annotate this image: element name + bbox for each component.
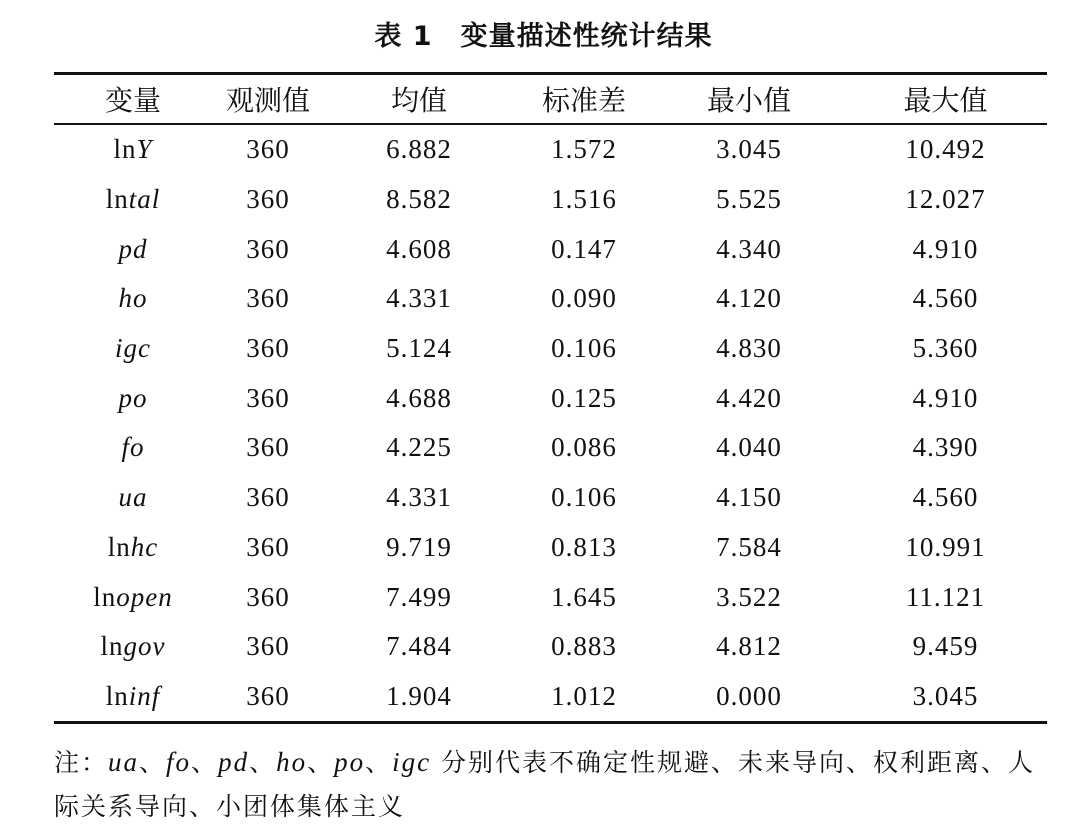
cell-max: 4.910 [912,233,979,264]
table-row [54,175,1047,225]
note-variable: pd [218,747,250,777]
note-variable: fo [166,747,192,777]
variable-prefix: ln [105,680,129,711]
cell-variable [54,523,212,573]
variable-name: Y [136,134,153,165]
cell-std-dev: 0.090 [551,283,617,314]
cell-observations: 360 [246,432,290,463]
note-separator: 、 [365,748,393,777]
variable-prefix: ln [100,631,124,662]
cell-min: 5.525 [716,184,782,215]
note-variable: ho [276,747,308,777]
cell-min: 4.340 [716,233,782,264]
note-separator: 、 [307,748,335,777]
cell-max: 4.560 [912,482,979,513]
cell-std-dev: 0.106 [551,482,617,513]
note-separator: 、 [139,748,167,777]
cell-std-dev: 0.883 [551,631,617,662]
cell-max: 11.121 [905,581,986,612]
cell-min: 4.830 [716,333,782,364]
cell-std-dev: 0.813 [551,531,617,562]
table-note [54,740,1049,829]
cell-mean: 9.719 [386,531,452,562]
cell-mean: 6.882 [386,134,452,165]
cell-variable [54,274,212,324]
cell-variable [54,124,212,175]
cell-mean: 4.225 [386,432,452,463]
cell-std-dev: 0.106 [551,333,617,364]
cell-observations: 360 [246,631,290,662]
variable-name: fo [121,432,145,463]
variable-prefix: ln [105,184,129,215]
cell-min: 7.584 [716,531,782,562]
variable-name: gov [123,631,166,662]
descriptive-statistics-table [54,72,1047,724]
note-lead: 注： [54,748,109,777]
cell-std-dev: 1.645 [551,581,617,612]
cell-min: 4.420 [716,382,782,413]
variable-name: ua [118,482,148,513]
cell-observations: 360 [246,581,290,612]
table-body [54,124,1047,723]
variable-prefix: ln [113,134,137,165]
header-observations: 观测值 [225,84,310,117]
cell-variable [54,423,212,473]
variable-name: hc [130,531,159,562]
table-row [54,274,1047,324]
header-mean: 均值 [390,84,447,117]
cell-variable [54,175,212,225]
note-separator: 、 [249,748,277,777]
cell-mean: 7.484 [386,631,452,662]
cell-observations: 360 [246,531,290,562]
cell-mean: 4.331 [386,283,452,314]
table-row [54,423,1047,473]
note-variable: ua [108,747,140,777]
note-variable: po [334,747,366,777]
table-number: 表 1 [374,21,433,52]
cell-min: 0.000 [716,680,782,711]
table-header-row [54,74,1047,125]
cell-min: 4.040 [716,432,782,463]
table-caption [0,14,1087,53]
variable-name: po [118,382,148,413]
cell-variable [54,224,212,274]
cell-mean: 1.904 [386,680,452,711]
cell-variable [54,373,212,423]
cell-observations: 360 [246,482,290,513]
cell-mean: 4.688 [386,382,452,413]
note-separator: 、 [191,748,219,777]
cell-variable [54,622,212,672]
table-row [54,473,1047,523]
cell-variable [54,672,212,723]
cell-observations: 360 [246,233,290,264]
cell-max: 4.560 [912,283,979,314]
header-variable: 变量 [104,84,161,117]
table-title: 变量描述性统计结果 [460,21,713,52]
cell-min: 3.045 [716,134,782,165]
cell-mean: 4.331 [386,482,452,513]
header-std-dev: 标准差 [541,84,626,117]
cell-mean: 4.608 [386,233,452,264]
cell-max: 9.459 [912,631,979,662]
table-row [54,224,1047,274]
cell-mean: 5.124 [386,333,452,364]
cell-std-dev: 1.012 [551,680,617,711]
cell-std-dev: 0.125 [551,382,617,413]
cell-max: 5.360 [912,333,979,364]
cell-max: 3.045 [912,680,979,711]
table-row [54,373,1047,423]
cell-observations: 360 [246,134,290,165]
table-row [54,622,1047,672]
cell-min: 4.120 [716,283,782,314]
note-text: 分别代表不确定性规避、未来导向、权利距离、人际关系导向、小团体集体主义 [54,748,1036,821]
variable-name: pd [118,233,148,264]
header-max: 最大值 [903,84,988,117]
cell-observations: 360 [246,184,290,215]
cell-std-dev: 0.147 [551,233,617,264]
cell-variable [54,324,212,374]
cell-observations: 360 [246,333,290,364]
cell-variable [54,473,212,523]
cell-std-dev: 0.086 [551,432,617,463]
cell-observations: 360 [246,382,290,413]
cell-std-dev: 1.572 [551,134,617,165]
variable-prefix: ln [93,581,117,612]
cell-max: 10.991 [905,531,986,562]
variable-prefix: ln [107,531,131,562]
table-row [54,324,1047,374]
variable-name: inf [128,680,161,711]
cell-variable [54,572,212,622]
variable-name: tal [128,184,161,215]
table-row [54,672,1047,723]
cell-max: 10.492 [905,134,986,165]
cell-min: 4.812 [716,631,782,662]
note-variable-list [108,748,431,777]
cell-min: 4.150 [716,482,782,513]
cell-max: 12.027 [905,184,986,215]
cell-std-dev: 1.516 [551,184,617,215]
cell-max: 4.390 [912,432,979,463]
note-variable: igc [392,747,432,777]
table-row [54,523,1047,573]
variable-name: igc [115,333,151,364]
variable-name: open [116,581,173,612]
table-row [54,572,1047,622]
cell-observations: 360 [246,680,290,711]
cell-min: 3.522 [716,581,782,612]
cell-mean: 7.499 [386,581,452,612]
cell-observations: 360 [246,283,290,314]
variable-name: ho [118,283,148,314]
cell-mean: 8.582 [386,184,452,215]
header-min: 最小值 [706,84,791,117]
cell-max: 4.910 [912,382,979,413]
table-row [54,124,1047,175]
